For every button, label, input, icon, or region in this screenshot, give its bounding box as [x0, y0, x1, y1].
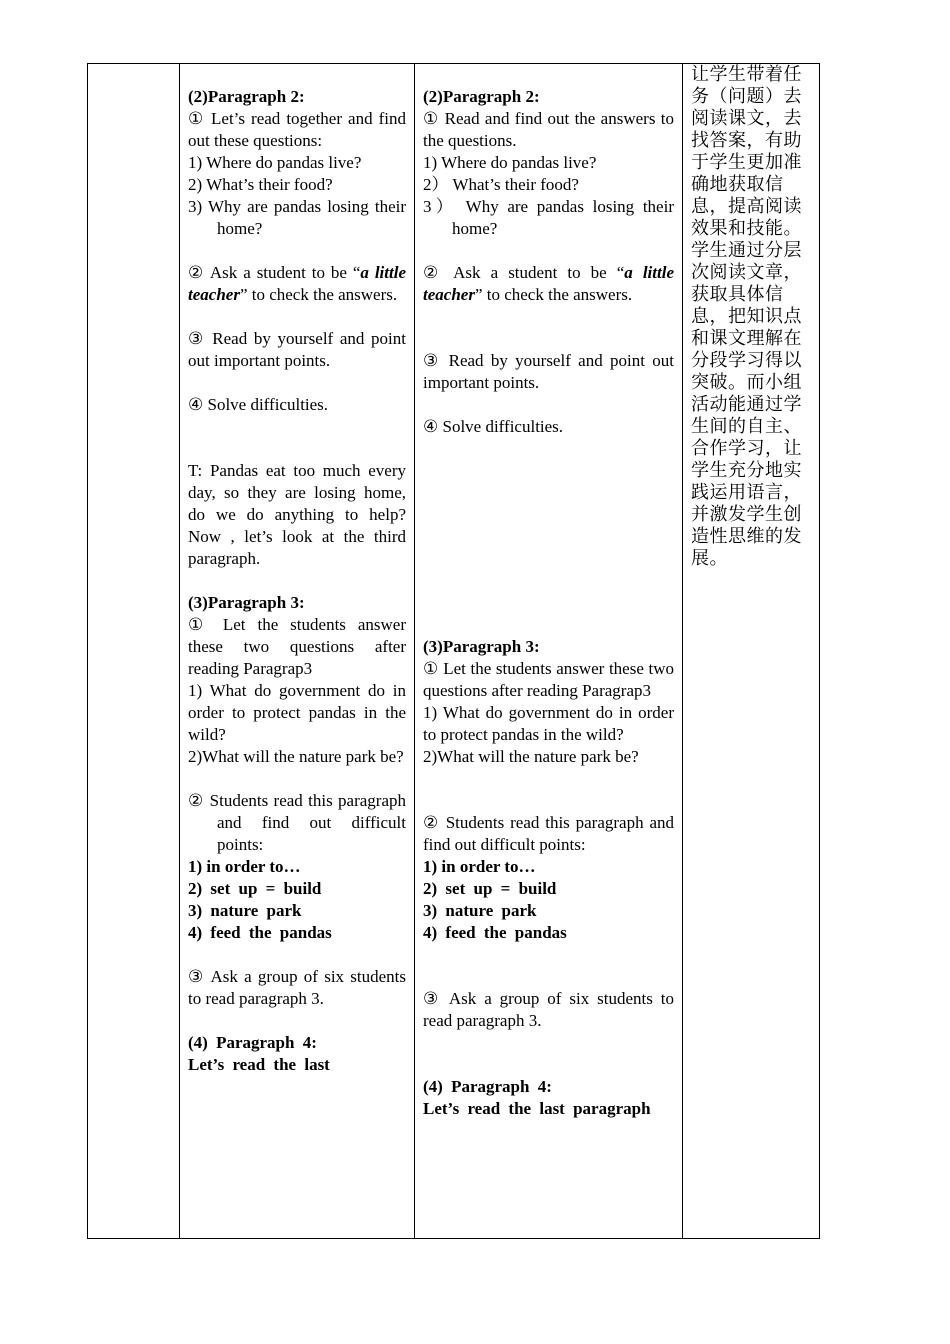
paragraph2-question-2: 2) What’s their food? — [188, 175, 333, 194]
paragraph2-question-3: 3) Why are pandas losing their home? — [188, 197, 406, 238]
paragraph4-heading: (4) Paragraph 4: — [423, 1077, 552, 1096]
student-activity-column — [423, 86, 674, 1120]
difficult-point-2: 2) set up = build — [423, 879, 557, 898]
paragraph2-question-1: 1) Where do pandas live? — [188, 153, 362, 172]
paragraph2-step2: ② Ask a student to be “a little teacher” to check the answers. — [423, 263, 674, 304]
paragraph2-step3: ③ Read by yourself and point out important points. — [188, 329, 406, 370]
little-teacher-emphasis: a little teacher — [423, 263, 674, 304]
difficult-point-3: 3) nature park — [423, 901, 537, 920]
paragraph3-step2: ② Students read this paragraph and find out difficult points: — [188, 791, 406, 854]
paragraph3-step3: ③ Ask a group of six students to read paragraph 3. — [423, 989, 674, 1030]
teacher-transition-talk: T: Pandas eat too much every day, so they are losing home, do we do anything to help? Now , let’s look at the third paragraph. — [188, 461, 406, 568]
difficult-point-2: 2) set up = build — [188, 879, 322, 898]
paragraph2-step4: ④ Solve difficulties. — [423, 417, 564, 436]
design-rationale-text: 让学生带着任务（问题）去阅读课文，去找答案，有助于学生更加准确地获取信息，提高阅读效果和技能。学生通过分层次阅读文章，获取具体信息，把知识点和课文理解在分段学习得以突破。而小组活动能通过学生间的自主、合作学习，让学生充分地实践运用语言，并激发学生创造性思维的发展。 — [691, 64, 802, 569]
paragraph3-question-1: 1) What do government do in order to protect pandas in the wild? — [423, 703, 674, 744]
difficult-point-1: 1) in order to… — [423, 857, 536, 876]
paragraph2-step3: ③ Read by yourself and point out important points. — [423, 351, 674, 392]
paragraph3-heading: (3)Paragraph 3: — [188, 593, 305, 612]
paragraph4-heading: (4) Paragraph 4: — [188, 1033, 317, 1052]
difficult-point-4: 4) feed the pandas — [423, 923, 567, 942]
paragraph2-step1: ① Read and find out the answers to the questions. — [423, 109, 674, 150]
little-teacher-emphasis: a little teacher — [188, 263, 406, 304]
design-rationale-column — [691, 64, 813, 570]
teacher-activity-column — [188, 86, 406, 1076]
column-divider-3 — [682, 63, 683, 1239]
difficult-point-3: 3) nature park — [188, 901, 302, 920]
paragraph2-step2: ② Ask a student to be “a little teacher” to check the answers. — [188, 263, 406, 304]
paragraph3-question-1: 1) What do government do in order to protect pandas in the wild? — [188, 681, 406, 744]
paragraph3-heading: (3)Paragraph 3: — [423, 637, 540, 656]
paragraph3-step3: ③ Ask a group of six students to read paragraph 3. — [188, 967, 406, 1008]
paragraph3-question-2: 2)What will the nature park be? — [188, 747, 404, 766]
paragraph2-heading: (2)Paragraph 2: — [423, 87, 540, 106]
paragraph2-question-1: 1) Where do pandas live? — [423, 153, 597, 172]
paragraph3-step2: ② Students read this paragraph and find out difficult points: — [423, 813, 674, 854]
difficult-point-1: 1) in order to… — [188, 857, 301, 876]
table-bottom-border — [87, 1238, 820, 1239]
paragraph3-question-2: 2)What will the nature park be? — [423, 747, 639, 766]
stage-cell — [88, 64, 178, 1238]
paragraph2-question-3: 3） Why are pandas losing their home? — [423, 197, 674, 238]
paragraph2-step4: ④ Solve difficulties. — [188, 395, 329, 414]
column-divider-2 — [414, 63, 415, 1239]
paragraph2-heading: (2)Paragraph 2: — [188, 87, 305, 106]
difficult-point-4: 4) feed the pandas — [188, 923, 332, 942]
paragraph3-step1: ① Let the students answer these two questions after reading Paragrap3 — [188, 615, 406, 678]
table-border-right — [819, 63, 820, 1239]
column-divider-1 — [179, 63, 180, 1239]
paragraph3-step1: ① Let the students answer these two questions after reading Paragrap3 — [423, 659, 674, 700]
paragraph2-step1: ① Let’s read together and find out these questions: — [188, 109, 406, 150]
paragraph2-question-2: 2） What’s their food? — [423, 175, 579, 194]
paragraph4-line: Let’s read the last paragraph — [423, 1099, 651, 1118]
paragraph4-line: Let’s read the last — [188, 1055, 330, 1074]
